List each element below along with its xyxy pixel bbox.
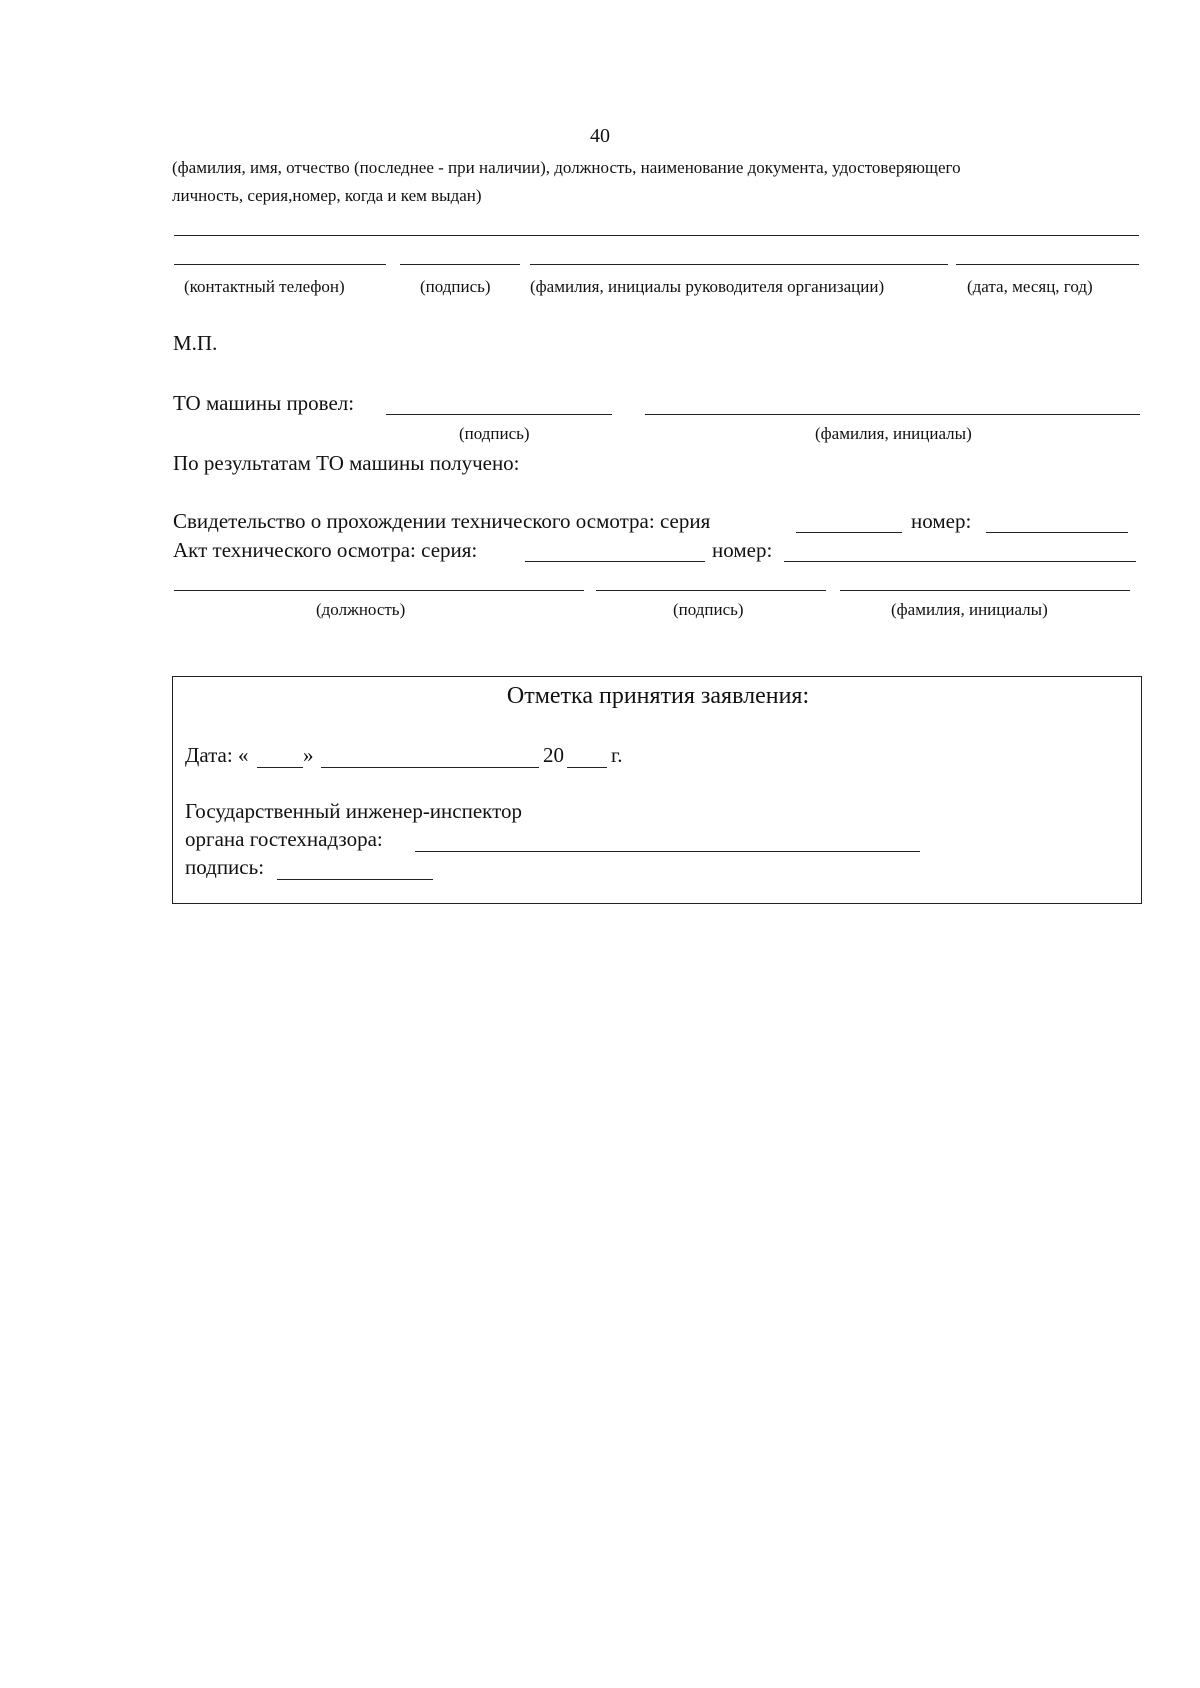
inspector-agency-line[interactable] <box>415 851 920 852</box>
phone-caption: (контактный телефон) <box>184 277 345 296</box>
inspector-name-line[interactable] <box>645 414 1140 415</box>
acceptance-date-prefix: Дата: « <box>185 743 249 767</box>
page-number: 40 <box>590 125 610 147</box>
acceptance-year-suffix: г. <box>611 743 623 767</box>
acceptance-day-line[interactable] <box>257 767 303 768</box>
applicant-caption-line1: (фамилия, имя, отчество (последнее - при наличии), должность, наименование документа, удостоверяющего <box>172 158 961 177</box>
stamp-label: М.П. <box>173 331 218 355</box>
inspector-title-line2: органа гостехнадзора: <box>185 827 383 851</box>
position-caption: (должность) <box>316 600 406 619</box>
inspector-signature-line[interactable] <box>386 414 612 415</box>
signature-caption-2: (подпись) <box>673 600 744 619</box>
position-line[interactable] <box>174 590 584 591</box>
applicant-details-line[interactable] <box>174 235 1139 236</box>
date-caption: (дата, месяц, год) <box>967 277 1093 296</box>
acceptance-title: Отметка принятия заявления: <box>506 683 810 709</box>
act-number-line[interactable] <box>784 561 1136 562</box>
signature-line-2[interactable] <box>596 590 826 591</box>
inspector-signature-caption: (подпись) <box>459 424 530 443</box>
head-name-line[interactable] <box>530 264 948 265</box>
acceptance-year-prefix: 20 <box>543 743 564 767</box>
applicant-caption-line2: личность, серия,номер, когда и кем выдан) <box>172 186 482 205</box>
inspection-conducted-label: ТО машины провел: <box>173 391 355 415</box>
act-label: Акт технического осмотра: серия: <box>173 538 478 562</box>
inspector-title-line1: Государственный инженер-инспектор <box>185 799 522 823</box>
signature-line-1[interactable] <box>400 264 520 265</box>
name-caption-2: (фамилия, инициалы) <box>891 600 1048 619</box>
certificate-number-line[interactable] <box>986 532 1128 533</box>
acceptance-signature-line[interactable] <box>277 879 433 880</box>
phone-line[interactable] <box>174 264 386 265</box>
certificate-series-line[interactable] <box>796 532 902 533</box>
results-label: По результатам ТО машины получено: <box>173 451 520 475</box>
act-number-label: номер: <box>712 538 773 562</box>
certificate-number-label: номер: <box>911 509 972 533</box>
acceptance-signature-label: подпись: <box>185 855 265 879</box>
name-line-2[interactable] <box>840 590 1130 591</box>
acceptance-month-line[interactable] <box>321 767 539 768</box>
inspector-name-caption: (фамилия, инициалы) <box>815 424 972 443</box>
certificate-label: Свидетельство о прохождении технического осмотра: серия <box>173 509 711 533</box>
acceptance-box <box>172 676 1142 904</box>
acceptance-year-line[interactable] <box>567 767 607 768</box>
signature-caption-1: (подпись) <box>420 277 491 296</box>
acceptance-date-quote-close: » <box>303 743 314 767</box>
date-line[interactable] <box>956 264 1139 265</box>
head-name-caption: (фамилия, инициалы руководителя организации) <box>530 277 885 296</box>
act-series-line[interactable] <box>525 561 705 562</box>
